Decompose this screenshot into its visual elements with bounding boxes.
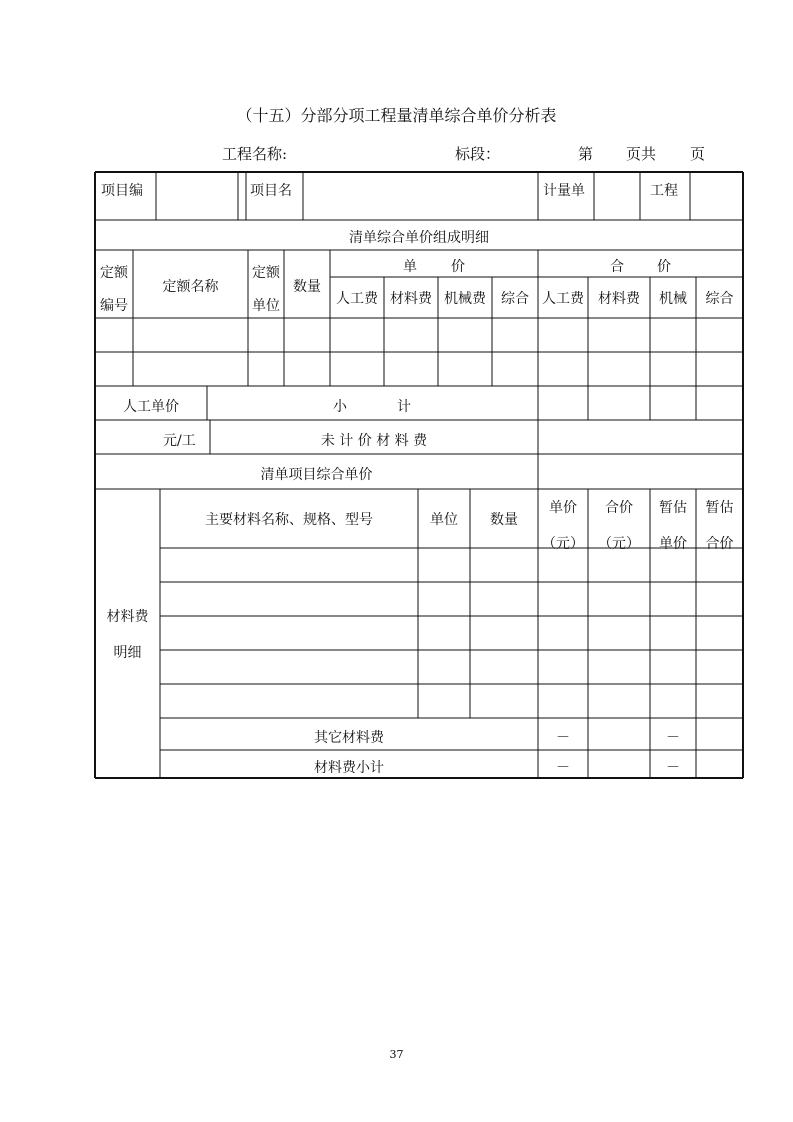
page-number: 37: [389, 1048, 404, 1061]
material-unit-price-header-2: （元）: [542, 536, 584, 552]
yuan-per-day-label: 元/工: [163, 433, 196, 449]
labor-unit-price-label: 人工单价: [123, 399, 179, 415]
material-subtotal-dash-1: －: [556, 760, 570, 776]
est-unit-price-header-2: 单价: [659, 536, 687, 552]
machine-total-header: 机械: [659, 291, 687, 307]
material-detail-label-1: 材料费: [106, 609, 149, 625]
quota-code-header-2: 编号: [100, 298, 128, 314]
unpriced-material-label: 未 计 价 材 料 费: [320, 433, 428, 449]
material-total-price-header-2: （元）: [598, 536, 640, 552]
item-code-label: 项目编: [101, 183, 143, 199]
unit-label: 计量单: [543, 183, 585, 199]
item-name-label: 项目名: [250, 183, 292, 199]
quantity-label: 工程: [650, 183, 678, 199]
est-total-price-header-2: 合价: [705, 536, 734, 552]
material-quantity-header: 数量: [490, 512, 518, 528]
page-di-label: 第: [578, 145, 594, 163]
document-title: （十五）分部分项工程量清单综合单价分析表: [236, 106, 557, 125]
material-unit-price-header-1: 单价: [549, 500, 577, 516]
quota-name-header: 定额名称: [162, 279, 219, 295]
quantity-header: 数量: [293, 279, 321, 295]
quota-code-header-1: 定额: [100, 265, 128, 281]
material-header: 材料费: [390, 291, 432, 307]
other-material-dash-1: －: [556, 730, 570, 746]
composition-title: 清单综合单价组成明细: [349, 230, 489, 246]
labor-total-header: 人工费: [542, 291, 584, 307]
unit-price-header-2: 价: [451, 259, 465, 275]
material-unit-header: 单位: [430, 512, 458, 528]
est-total-price-header-1: 暂估: [705, 500, 734, 516]
total-price-header-1: 合: [610, 259, 624, 275]
composite-header: 综合: [501, 291, 529, 307]
other-material-label: 其它材料费: [314, 730, 384, 746]
material-subtotal-label: 材料费小计: [314, 760, 384, 776]
machine-fee-header: 机械费: [444, 291, 486, 307]
other-material-dash-2: －: [666, 730, 680, 746]
material-detail-label-2: 明细: [113, 645, 142, 661]
item-composite-price-label: 清单项目综合单价: [260, 467, 373, 483]
page-gong-label: 页共: [626, 145, 657, 163]
quota-unit-header-1: 定额: [252, 265, 280, 281]
main-material-header: 主要材料名称、规格、型号: [205, 512, 373, 528]
material-total-price-header-1: 合价: [605, 500, 633, 516]
composite-total-header: 综合: [705, 291, 734, 307]
page-ye-label: 页: [690, 145, 706, 163]
quota-unit-header-2: 单位: [252, 298, 280, 314]
total-price-header-2: 价: [657, 259, 671, 275]
subtotal-label-2: 计: [397, 399, 411, 415]
material-total-header: 材料费: [598, 291, 640, 307]
project-name-label: 工程名称:: [222, 145, 288, 163]
est-unit-price-header-1: 暂估: [659, 500, 687, 516]
labor-header: 人工费: [336, 291, 378, 307]
unit-price-header-1: 单: [403, 259, 417, 275]
subtotal-label-1: 小: [333, 399, 347, 415]
material-subtotal-dash-2: －: [666, 760, 680, 776]
section-label: 标段：: [455, 145, 501, 163]
